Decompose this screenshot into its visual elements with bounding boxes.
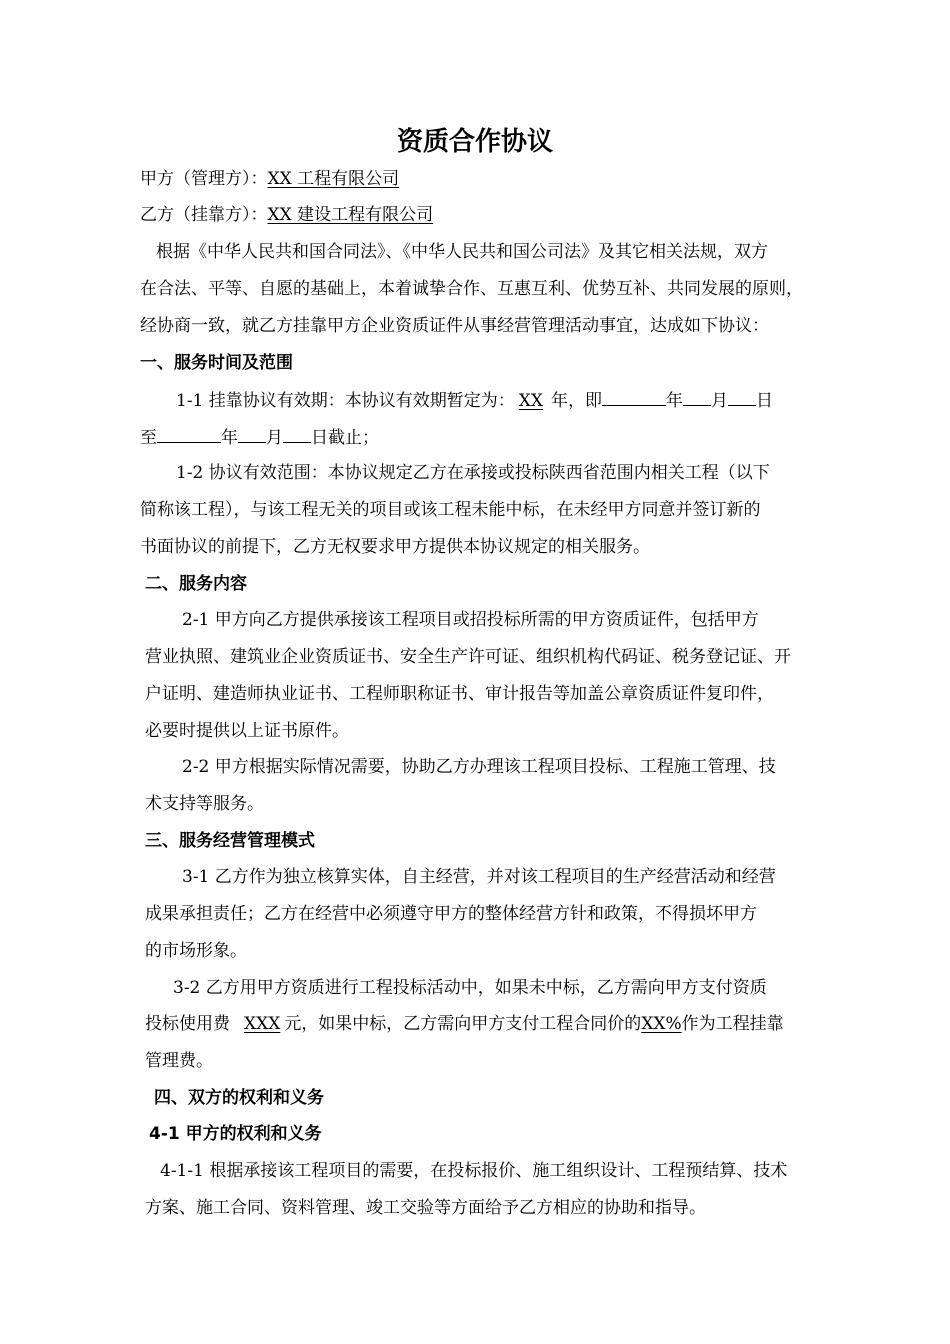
zhi-text: 至 <box>140 428 157 448</box>
party-a-name: XX 工程有限公司 <box>267 169 400 189</box>
fee-suffix: 作为工程挂靠 <box>681 1014 784 1034</box>
intro-line: 经协商一致，就乙方挂靠甲方企业资质证件从事经营管理活动事宜，达成如下协议： <box>140 316 769 336</box>
clause-2-2-line: 术支持等服务。 <box>145 794 264 814</box>
section-4-heading: 四、双方的权利和义务 <box>154 1088 324 1108</box>
start-year-blank <box>602 388 666 406</box>
clause-3-1-line: 成果承担责任；乙方在经营中必须遵守甲方的整体经营方针和政策，不得损坏甲方 <box>145 904 757 924</box>
clause-3-2-line: 管理费。 <box>145 1051 213 1071</box>
party-b-name: XX 建设工程有限公司 <box>267 205 434 225</box>
fee-label: 投标使用费 <box>145 1014 230 1034</box>
start-month-blank <box>683 388 711 406</box>
clause-3-2-line <box>145 1013 784 1035</box>
clause-3-2-line: 3-2 乙方用甲方资质进行工程投标活动中，如果未中标，乙方需向甲方支付资质 <box>173 978 767 998</box>
clause-2-2-line: 2-2 甲方根据实际情况需要，协助乙方办理该工程项目投标、工程施工管理、技 <box>182 757 776 777</box>
section-4-1-heading: 4-1 甲方的权利和义务 <box>149 1124 322 1144</box>
year-char: 年 <box>666 391 683 411</box>
party-b-label: 乙方（挂靠方）： <box>140 205 268 225</box>
intro-line: 在合法、平等、自愿的基础上，本着诚挚合作、互惠互利、优势互补、共同发展的原则， <box>140 279 803 299</box>
clause-2-1-line: 2-1 甲方向乙方提供承接该工程项目或招投标所需的甲方资质证件，包括甲方 <box>182 610 759 630</box>
section-3-heading: 三、服务经营管理模式 <box>145 831 315 851</box>
clause-1-1-line <box>140 425 379 449</box>
month-char: 月 <box>266 428 283 448</box>
party-b-line <box>140 204 433 226</box>
end-text: 日截止； <box>311 428 379 448</box>
ji-text: ，即 <box>568 391 602 411</box>
clause-4-1-1-line: 方案、施工合同、资料管理、竣工交验等方面给予乙方相应的协助和指导。 <box>145 1198 706 1218</box>
clause-1-1-prefix: 1-1 挂靠协议有效期：本协议有效期暂定为： <box>176 391 515 411</box>
clause-2-1-line: 必要时提供以上证书原件。 <box>145 721 349 741</box>
bid-fee-value: XXX <box>244 1014 281 1034</box>
section-2-heading: 二、服务内容 <box>145 574 247 594</box>
end-month-blank <box>238 425 266 443</box>
clause-2-1-line: 营业执照、建筑业企业资质证书、安全生产许可证、组织机构代码证、税务登记证、开 <box>145 647 791 667</box>
intro-line: 根据《中华人民共和国合同法》、《中华人民共和国公司法》及其它相关法规，双方 <box>156 242 768 262</box>
document-title: 资质合作协议 <box>396 127 553 157</box>
end-day-blank <box>283 425 311 443</box>
clause-1-2-line: 书面协议的前提下，乙方无权要求甲方提供本协议规定的相关服务。 <box>140 537 650 557</box>
clause-3-1-line: 3-1 乙方作为独立核算实体，自主经营，并对该工程项目的生产经营活动和经营 <box>182 867 776 887</box>
term-years-value: XX <box>518 391 543 411</box>
party-a-line <box>140 168 399 190</box>
clause-1-1-line <box>176 388 773 412</box>
day-char: 日 <box>756 391 773 411</box>
start-day-blank <box>728 388 756 406</box>
year-char: 年 <box>221 428 238 448</box>
clause-1-2-line: 1-2 协议有效范围：本协议规定乙方在承接或投标陕西省范围内相关工程（以下 <box>176 463 770 483</box>
clause-2-1-line: 户证明、建造师执业证书、工程师职称证书、审计报告等加盖公章资质证件复印件， <box>145 684 774 704</box>
fee-text: 元，如果中标，乙方需向甲方支付工程合同价的 <box>284 1014 642 1034</box>
clause-1-2-line: 简称该工程），与该工程无关的项目或该工程未能中标，在未经甲方同意并签订新的 <box>140 500 761 520</box>
end-year-blank <box>157 425 221 443</box>
clause-4-1-1-line: 4-1-1 根据承接该工程项目的需要，在投标报价、施工组织设计、工程预结算、技术 <box>160 1161 788 1181</box>
year-char: 年 <box>551 391 568 411</box>
management-fee-percent: XX% <box>641 1014 682 1034</box>
section-1-heading: 一、服务时间及范围 <box>140 353 293 373</box>
month-char: 月 <box>711 391 728 411</box>
clause-3-1-line: 的市场形象。 <box>145 941 247 961</box>
party-a-label: 甲方（管理方）： <box>140 169 268 189</box>
